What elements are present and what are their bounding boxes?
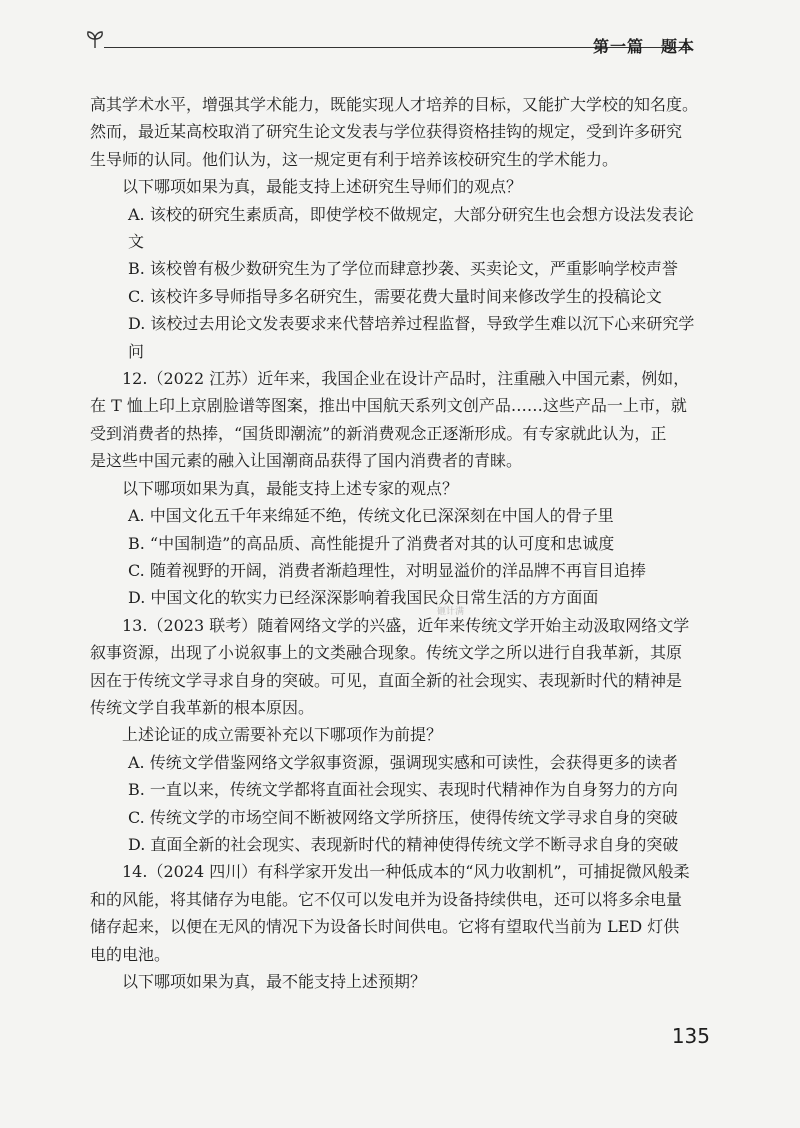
option-13-b: B. 一直以来，传统文学都将直面社会现实、表现时代精神作为自身努力的方向 [128,780,678,800]
sprout-icon [84,28,106,50]
question-12-line: 受到消费者的热捧，“国货即潮流”的新消费观念正逐渐形成。有专家就此认为，正 [90,423,667,443]
question-12-prompt: 以下哪项如果为真，最能支持上述专家的观点？ [122,478,459,498]
question-14-line: 和的风能，将其储存为电能。它不仅可以发电并为设备持续供电，还可以将多余电量 [90,889,683,909]
option-13-c: C. 传统文学的市场空间不断被网络文学所挤压，使得传统文学寻求自身的突破 [128,807,678,827]
question-13-line: 叙事资源，出现了小说叙事上的文类融合现象。传统文学之所以进行自我革新，其原 [90,643,683,663]
option-11-d: D. 该校过去用论文发表要求来代替培养过程监督，导致学生难以沉下心来研究学问 [128,314,695,361]
question-14-prompt: 以下哪项如果为真，最不能支持上述预期？ [122,972,427,991]
option-12-c: C. 随着视野的开阔，消费者渐趋理性，对明显溢价的洋品牌不再盲目追捧 [128,560,646,580]
question-13-line: 传统文学自我革新的根本原因。 [90,697,315,717]
watermark: 砸计满 [437,607,465,617]
question-14-line: 电的电池。 [90,944,171,964]
question-12-line: 在 T 恤上印上京剧脸谱等图案，推出中国航天系列文创产品……这些产品一上市，就 [90,396,687,416]
section-title: 第一篇 题本 [592,37,695,56]
question-14-line: 14.（2024 四川）有科学家开发出一种低成本的“风力收割机”，可捕捉微风般柔 [122,862,690,882]
page-header [84,28,695,68]
page-number: 135 [671,1024,710,1048]
intro-line: 生导师的认同。他们认为，这一规定更有利于培养该校研究生的学术能力。 [90,149,619,169]
option-12-a: A. 中国文化五千年来绵延不绝，传统文化已深深刻在中国人的骨子里 [128,506,614,526]
question-12-line: 是这些中国元素的融入让国潮商品获得了国内消费者的青睐。 [90,451,523,471]
option-11-c: C. 该校许多导师指导多名研究生，需要花费大量时间来修改学生的投稿论文 [128,286,662,306]
option-11-a: A. 该校的研究生素质高，即使学校不做规定，大部分研究生也会想方设法发表论文 [128,204,694,252]
question-13-line: 13.（2023 联考）随着网络文学的兴盛，近年来传统文学开始主动汲取网络文学 [122,615,690,635]
question-14-line: 储存起来，以便在无风的情况下为设备长时间供电。它将有望取代当前为 LED 灯供 [90,917,680,937]
option-12-b: B. “中国制造”的高品质、高性能提升了消费者对其的认可度和忠诚度 [128,533,615,553]
question-11-prompt: 以下哪项如果为真，最能支持上述研究生导师们的观点？ [122,177,523,197]
question-13-line: 因在于传统文学寻求自身的突破。可见，直面全新的社会现实、表现新时代的精神是 [90,670,683,690]
page-body [90,91,706,995]
option-12-d: D. 中国文化的软实力已经深深影响着我国民众日常生活的方方面面 [128,588,599,608]
option-13-d: D. 直面全新的社会现实、表现新时代的精神使得传统文学不断寻求自身的突破 [128,834,679,854]
option-11-b: B. 该校曾有极少数研究生为了学位而肆意抄袭、买卖论文，严重影响学校声誉 [128,259,678,279]
question-12-line: 12.（2022 江苏）近年来，我国企业在设计产品时，注重融入中国元素，例如， [122,369,690,389]
question-13-prompt: 上述论证的成立需要补充以下哪项作为前提？ [122,725,443,745]
intro-line: 然而，最近某高校取消了研究生论文发表与学位获得资格挂钩的规定，受到许多研究 [90,122,683,142]
intro-line: 高其学术水平，增强其学术能力，既能实现人才培养的目标，又能扩大学校的知名度。 [90,95,699,114]
option-13-a: A. 传统文学借鉴网络文学叙事资源，强调现实感和可读性，会获得更多的读者 [128,752,678,772]
